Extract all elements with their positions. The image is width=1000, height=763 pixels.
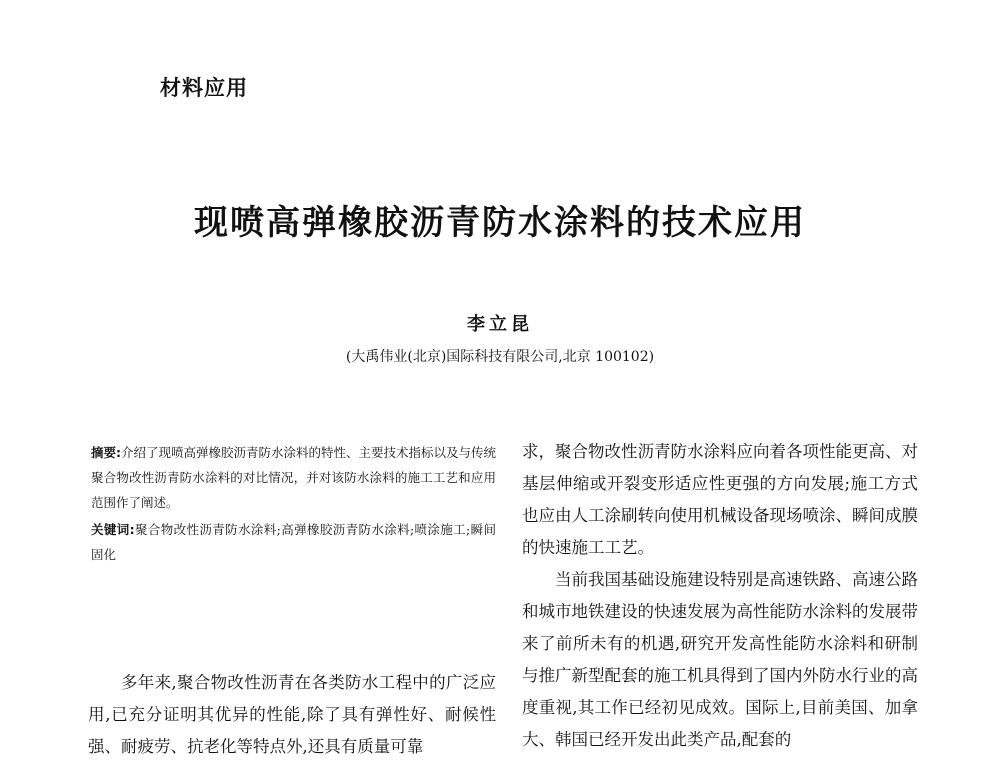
author-affiliation: (大禹伟业(北京)国际科技有限公司,北京 100102): [345, 349, 655, 365]
section-label: 材料应用: [160, 76, 248, 100]
body-right-paragraph-2: 当前我国基础设施建设特别是高速铁路、高速公路和城市地铁建设的快速发展为高性能防水涂料的发展带来了前所未有的机遇,研究开发高性能防水涂料和研制与推广新型配套的施工机具得到了国内外防水行业的高度重视,其工作已经初见成效。国际上,目前美国、加拿大、韩国已经开发出此类产品,配套的: [522, 570, 918, 749]
body-left-paragraph: 多年来,聚合物改性沥青在各类防水工程中的广泛应用,已充分证明其优异的性能,除了具有弹性好、耐候性强、耐疲劳、抗老化等特点外,还具有质量可靠: [88, 673, 496, 756]
body-right-column: [522, 436, 918, 756]
keywords-label: 关键词:: [91, 522, 135, 537]
abstract-text: 介绍了现喷高弹橡胶沥青防水涂料的特性、主要技术指标以及与传统聚合物改性沥青防水涂料的对比情况，并对该防水涂料的施工工艺和应用范围作了阐述。: [91, 445, 497, 510]
keywords-paragraph: [91, 517, 496, 567]
abstract-label: 摘要:: [91, 445, 121, 460]
author-name: 李立昆: [467, 314, 533, 335]
abstract-paragraph: [91, 440, 496, 515]
keywords-text: 聚合物改性沥青防水涂料;高弹橡胶沥青防水涂料;喷涂施工;瞬间固化: [91, 522, 496, 562]
article-title: 现喷高弹橡胶沥青防水涂料的技术应用: [194, 203, 806, 243]
abstract-block: [91, 440, 496, 567]
body-right-paragraph-1: 求，聚合物改性沥青防水涂料应向着各项性能更高、对基层伸缩或开裂变形适应性更强的方向发展;施工方式也应由人工涂刷转向使用机械设备现场喷涂、瞬间成膜的快速施工工艺。: [522, 442, 918, 557]
